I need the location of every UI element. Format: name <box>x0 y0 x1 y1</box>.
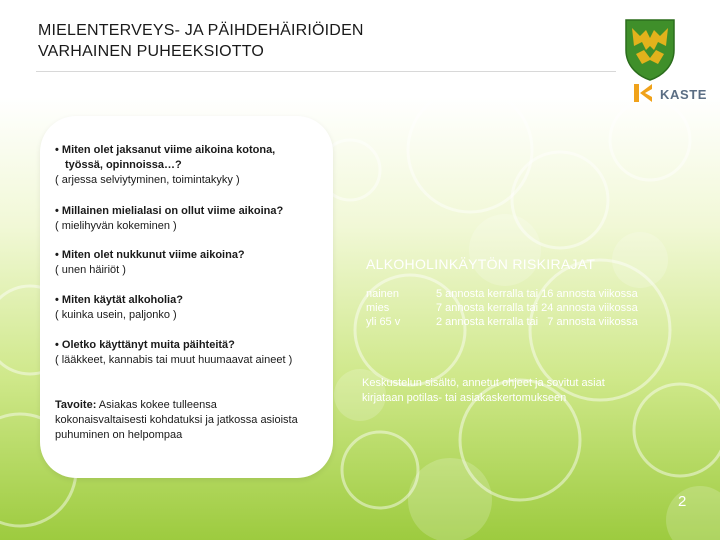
risk-group: nainen <box>366 288 400 300</box>
question-text: • Miten olet nukkunut viime aikoina? <box>55 249 245 261</box>
title-line-1: MIELENTERVEYS- JA PÄIHDEHÄIRIÖIDEN <box>38 22 364 39</box>
question-detail: ( lääkkeet, kannabis tai muut huumaavat aineet ) <box>55 354 293 366</box>
question-item-3 <box>55 248 245 278</box>
documentation-note <box>362 376 662 406</box>
question-item-4 <box>55 293 183 323</box>
page-number: 2 <box>678 493 687 510</box>
risk-limits-title: ALKOHOLINKÄYTÖN RISKIRAJAT <box>366 256 596 272</box>
question-item-5 <box>55 338 292 368</box>
question-detail: ( arjessa selviytyminen, toimintakyky ) <box>55 174 240 186</box>
question-item-2 <box>55 204 283 234</box>
question-detail: ( unen häiriöt ) <box>55 264 126 276</box>
risk-limit: 7 annosta kerralla tai 24 annosta viikossa <box>436 302 638 314</box>
question-text: • Oletko käyttänyt muita päihteitä? <box>55 339 235 351</box>
kaste-logo-icon <box>634 84 654 102</box>
kaste-logo-text: KASTE <box>660 87 708 102</box>
note-line-2: kirjataan potilas- tai asiakaskertomukseen <box>362 392 567 404</box>
risk-row <box>366 287 638 301</box>
question-detail: ( mielihyvän kokeminen ) <box>55 220 177 232</box>
risk-row <box>366 315 638 329</box>
goal-label: Tavoite: <box>55 399 97 411</box>
question-text: • Miten olet jaksanut viime aikoina kotona, <box>55 144 276 156</box>
risk-limit: 5 annosta kerralla tai 16 annosta viikossa <box>436 288 638 300</box>
risk-row <box>366 301 638 315</box>
question-detail: ( kuinka usein, paljonko ) <box>55 309 177 321</box>
title-divider <box>36 69 616 71</box>
goal-text <box>55 398 298 443</box>
note-line-1: Keskustelun sisältö, annetut ohjeet ja sovitut asiat <box>362 377 605 389</box>
logo-area <box>612 14 712 108</box>
goal-line-3: puhuminen on helpompaa <box>55 429 183 441</box>
title-line-2: VARHAINEN PUHEEKSIOTTO <box>38 43 265 60</box>
question-text: • Millainen mielialasi on ollut viime aikoina? <box>55 205 284 217</box>
question-item-1 <box>55 143 275 188</box>
goal-line-2: kokonaisvaltaisesti kohdatuksi ja jatkossa asioista <box>55 414 298 426</box>
risk-group: mies <box>366 302 390 314</box>
municipal-crest-icon <box>622 16 678 82</box>
risk-limit: 2 annosta kerralla tai 7 annosta viikossa <box>436 316 638 328</box>
question-text: • Miten käytät alkoholia? <box>55 294 183 306</box>
goal-line-1: Asiakas kokee tulleensa <box>96 399 217 411</box>
question-text-cont: työssä, opinnoissa…? <box>65 159 182 171</box>
risk-group: yli 65 v <box>366 316 401 328</box>
page-title <box>38 20 578 62</box>
